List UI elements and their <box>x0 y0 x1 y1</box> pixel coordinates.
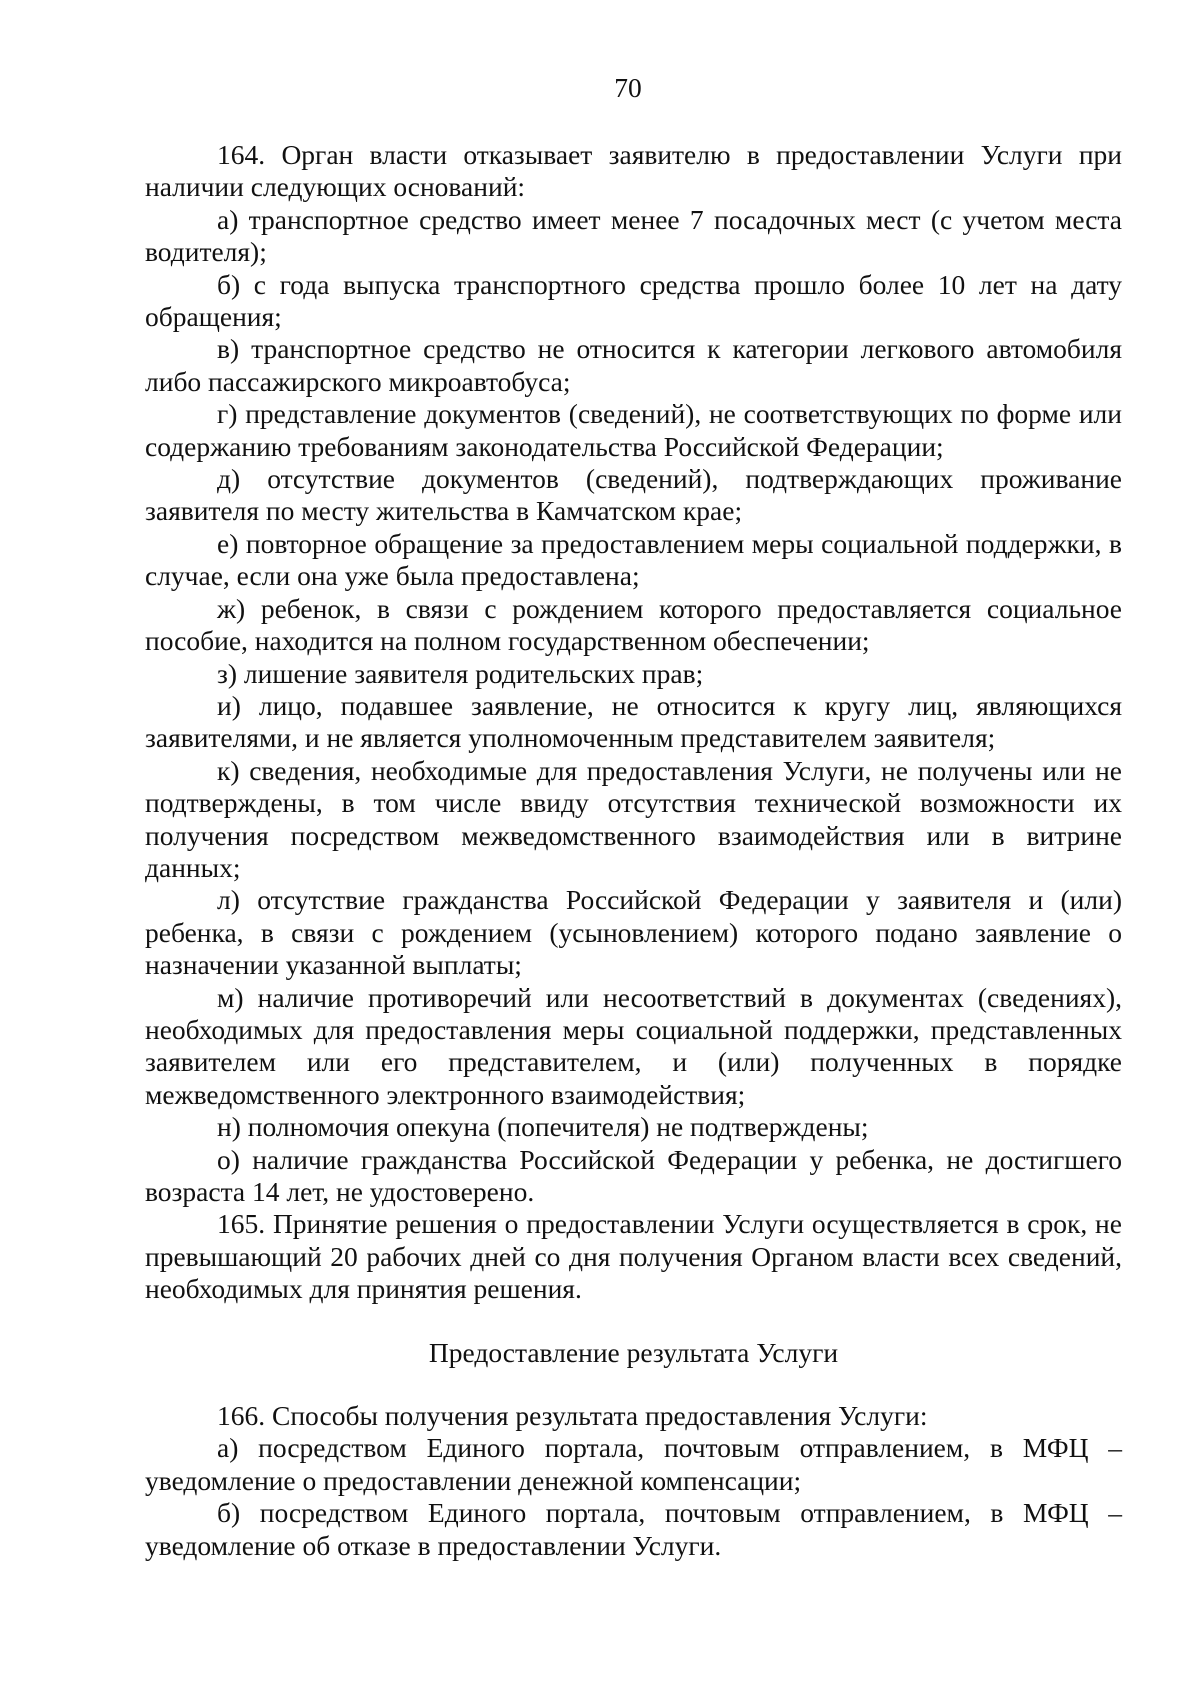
list-item-164-n: н) полномочия опекуна (попечителя) не подтверждены; <box>217 1111 869 1143</box>
list-item-164-z: з) лишение заявителя родительских прав; <box>217 657 704 689</box>
list-item-164-k: к) сведения, необходимые для предоставления Услуги, не получены или не подтверждены, в том числе ввиду отсутствия технической возможности их получения посредством межведомственного взаимодействия или в витрине данных; <box>145 754 1122 883</box>
list-item-166-a: а) посредством Единого портала, почтовым отправлением, в МФЦ – уведомление о предоставлении денежной компенсации; <box>145 1432 1122 1496</box>
paragraph-164-intro: 164. Орган власти отказывает заявителю в предоставлении Услуги при наличии следующих оснований: <box>145 139 1122 203</box>
paragraph-165: 165. Принятие решения о предоставлении Услуги осуществляется в срок, не превышающий 20 рабочих дней со дня получения Органом власти всех сведений, необходимых для принятия решения. <box>145 1208 1122 1305</box>
list-item-164-a: а) транспортное средство имеет менее 7 посадочных мест (с учетом места водителя); <box>145 203 1122 268</box>
list-item-166-b: б) посредством Единого портала, почтовым отправлением, в МФЦ – уведомление об отказе в предоставлении Услуги. <box>145 1497 1122 1561</box>
list-item-164-e: е) повторное обращение за предоставлением меры социальной поддержки, в случае, если она уже была предоставлена; <box>145 527 1122 592</box>
list-item-164-d: д) отсутствие документов (сведений), подтверждающих проживание заявителя по месту жительства в Камчатском крае; <box>145 463 1122 527</box>
list-item-164-o: о) наличие гражданства Российской Федерации у ребенка, не достигшего возраста 14 лет, не удостоверено. <box>145 1143 1122 1207</box>
list-item-164-l: л) отсутствие гражданства Российской Федерации у заявителя и (или) ребенка, в связи с рождением (усыновлением) которого подано заявление о назначении указанной выплаты; <box>145 884 1122 981</box>
paragraph-166-intro: 166. Способы получения результата предоставления Услуги: <box>217 1400 928 1432</box>
section-heading: Предоставление результата Услуги <box>428 1336 839 1368</box>
list-item-164-i: и) лицо, подавшее заявление, не относится к кругу лиц, являющихся заявителями, и не является уполномоченным представителем заявителя; <box>145 689 1122 754</box>
list-item-164-g: г) представление документов (сведений), не соответствующих по форме или содержанию требованиям законодательства Российской Федерации; <box>145 398 1122 462</box>
list-item-164-m: м) наличие противоречий или несоответствий в документах (сведениях), необходимых для предоставления меры социальной поддержки, представленных заявителем или его представителем, и (или) полученных в порядке межведомственного электронного взаимодействия; <box>145 981 1122 1110</box>
page-number: 70 <box>614 72 642 103</box>
list-item-164-v: в) транспортное средство не относится к категории легкового автомобиля либо пассажирского микроавтобуса; <box>145 333 1122 397</box>
document-body <box>145 139 1122 1562</box>
list-item-164-b: б) с года выпуска транспортного средства прошло более 10 лет на дату обращения; <box>145 268 1122 333</box>
list-item-164-zh: ж) ребенок, в связи с рождением которого предоставляется социальное пособие, находится на полном государственном обеспечении; <box>145 592 1122 657</box>
